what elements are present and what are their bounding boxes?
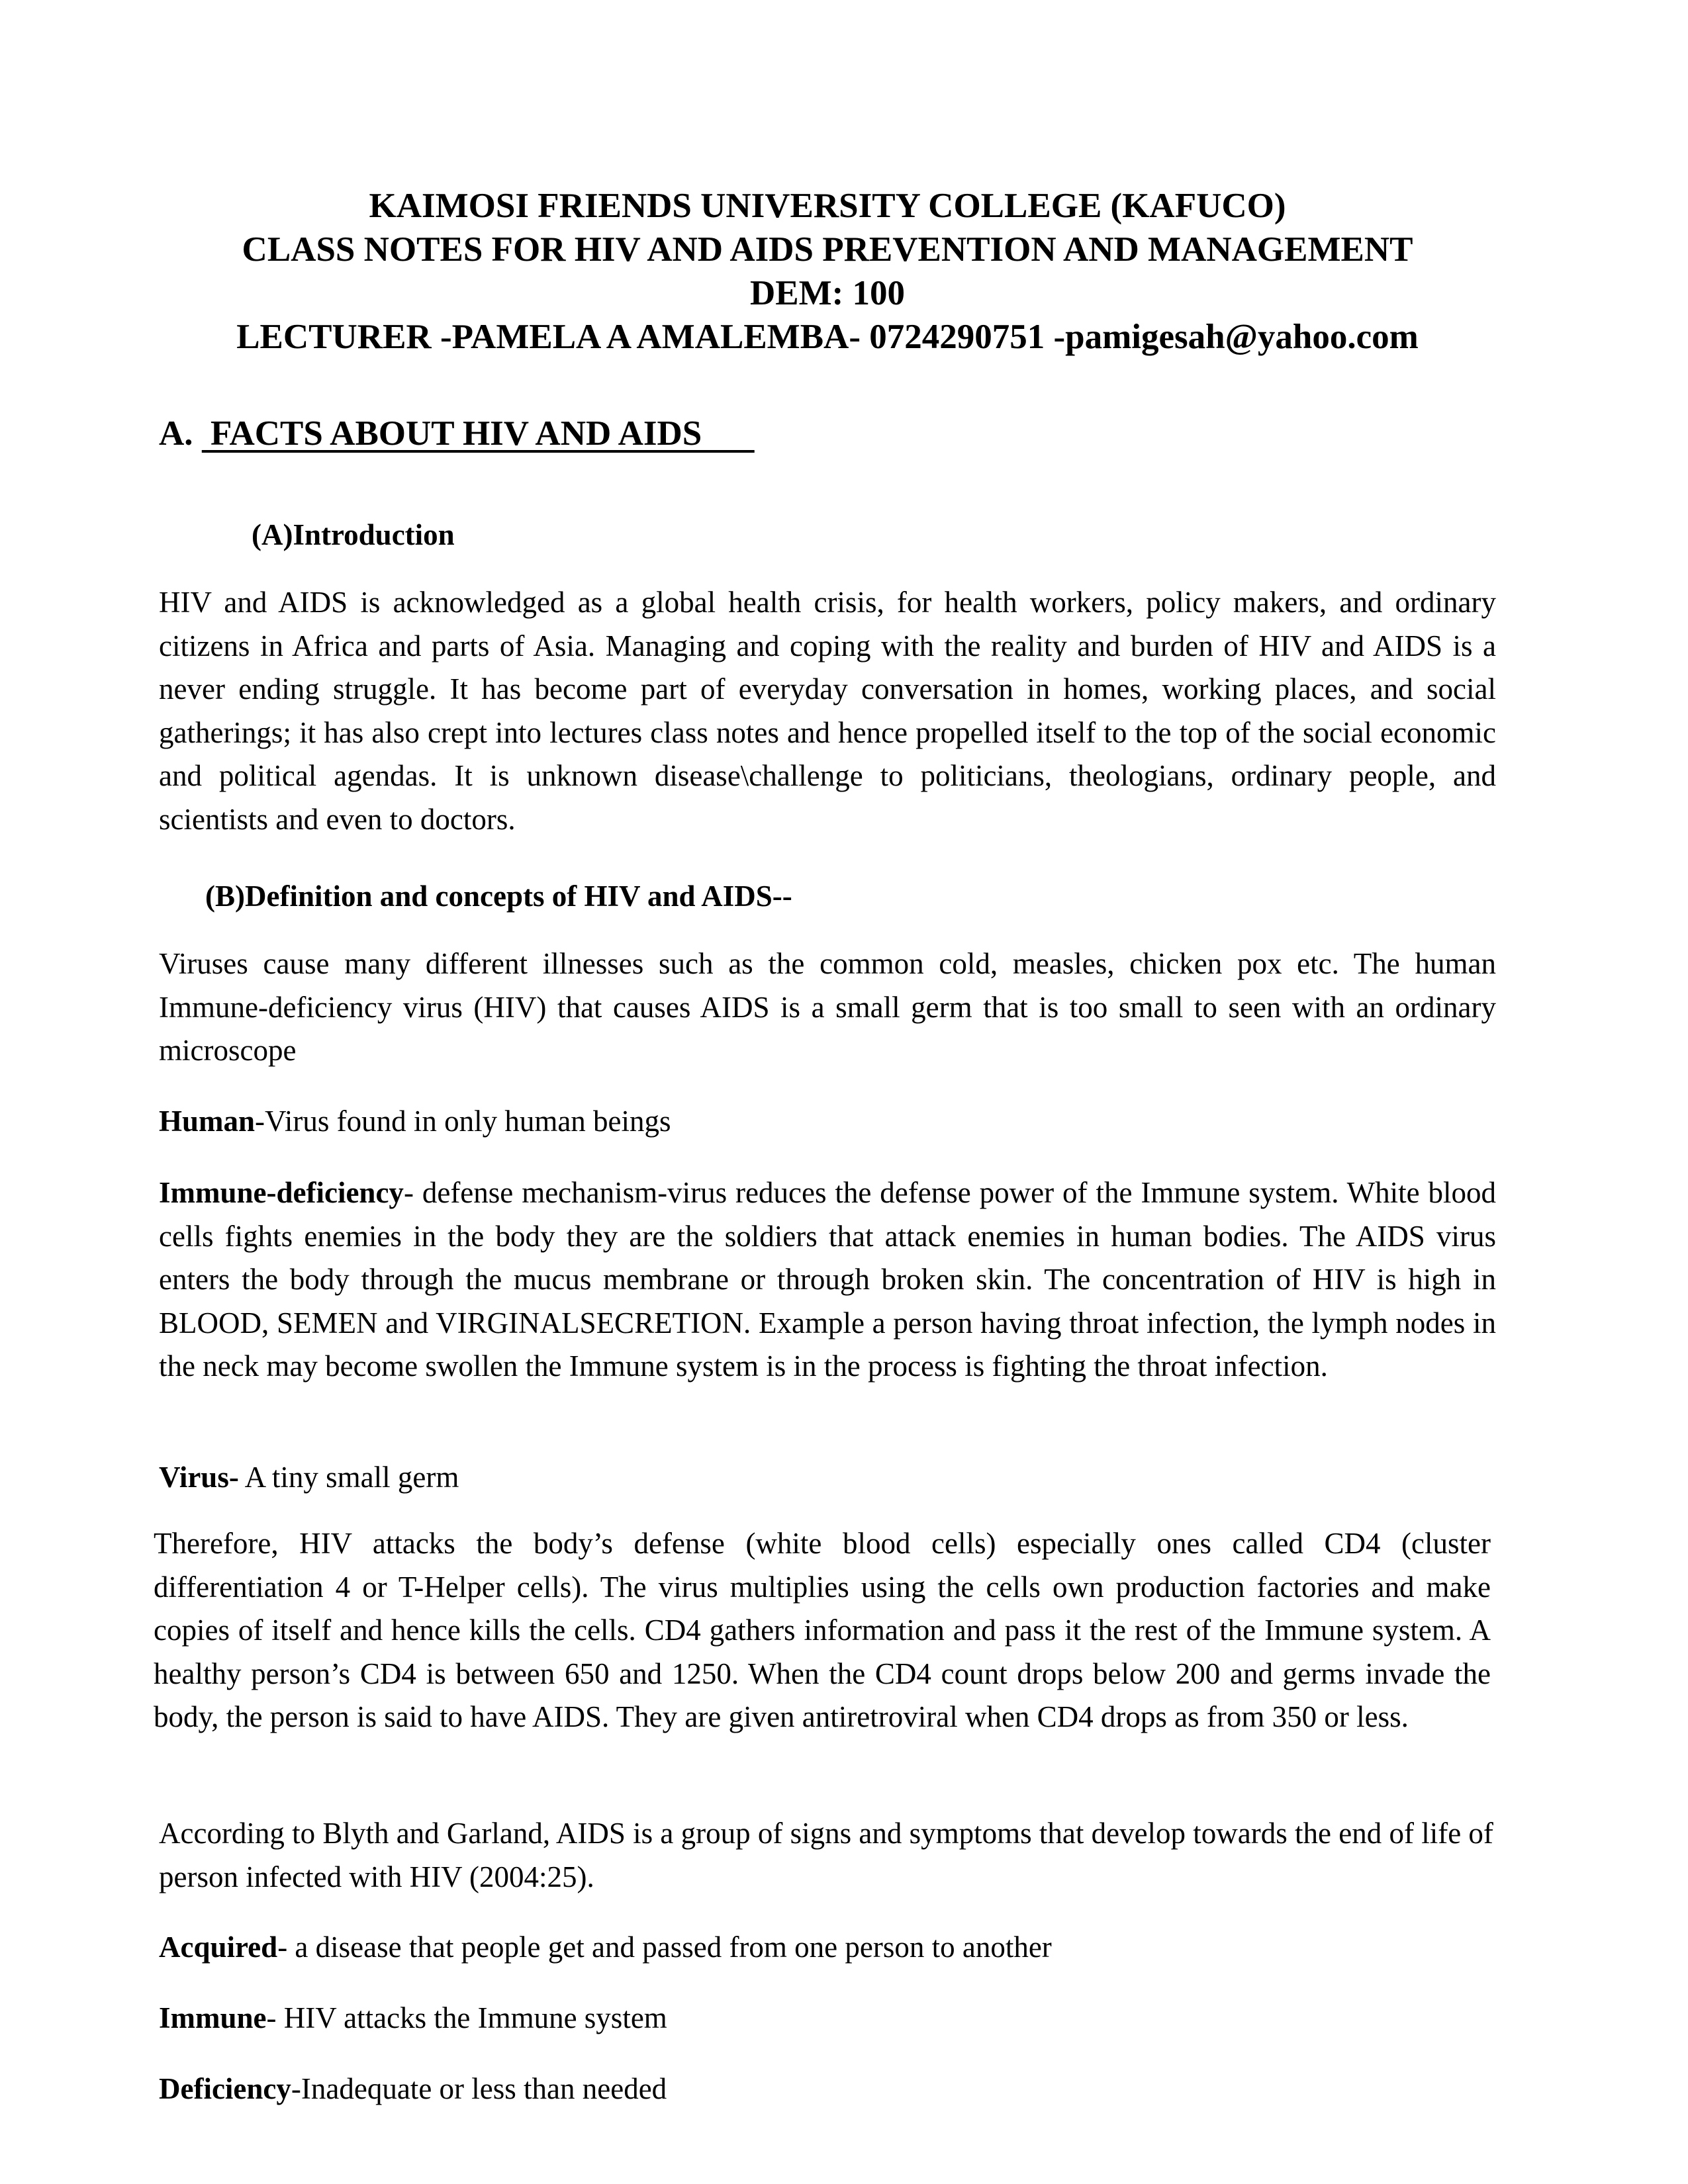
blyth-paragraph: According to Blyth and Garland, AIDS is a group of signs and symptoms that develop towards the end of life of person infected with HIV (2004:25). [159,1817,1493,1893]
term-human-label: Human [159,1105,256,1138]
term-immune-deficiency [159,1171,1496,1388]
term-immune [159,1999,667,2036]
lecturer-line: LECTURER -PAMELA A AMALEMBA- 0724290751 -pamigesah@yahoo.com [236,318,1419,356]
term-virus [159,1459,459,1496]
term-acquired [159,1929,1052,1966]
course-title: CLASS NOTES FOR HIV AND AIDS PREVENTION AND MANAGEMENT [242,230,1413,269]
term-deficiency [159,2070,667,2107]
term-virus-definition: A tiny small germ [238,1461,459,1494]
term-immune-deficiency-label: Immune-deficiency [159,1176,404,1209]
term-virus-label: Virus- [159,1461,239,1494]
term-immune-definition: - HIV attacks the Immune system [266,2001,667,2034]
intro-heading: (A)Introduction [252,518,455,551]
institution-title: KAIMOSI FRIENDS UNIVERSITY COLLEGE (KAFUCO) [369,187,1286,225]
definition-heading: (B)Definition and concepts of HIV and AIDS-- [205,880,792,913]
term-human-definition: -Virus found in only human beings [255,1105,671,1138]
section-prefix: A. [159,414,202,453]
document-header [159,184,1496,359]
term-acquired-definition: - a disease that people get and passed from one person to another [277,1931,1052,1964]
term-human [159,1103,671,1140]
cd4-paragraph: Therefore, HIV attacks the body’s defense (white blood cells) especially ones called CD4 (cluster differentiation 4 or T-Helper cells). The virus multiplies using the cells own production factories and make copies of itself and hence kills the cells. CD4 gathers information and pass it the rest of the Immune system. A healthy person’s CD4 is between 650 and 1250. When the CD4 count drops below 200 and germs invade the body, the person is said to have AIDS. They are given antiretroviral when CD4 drops as from 350 or less. [154,1527,1491,1733]
definition-paragraph: Viruses cause many different illnesses such as the common cold, measles, chicken pox etc. The human Immune-deficiency virus (HIV) that causes AIDS is a small germ that is too small to seen with an ordinary microscope [159,947,1496,1067]
term-deficiency-label: Deficiency [159,2072,291,2105]
course-code: DEM: 100 [749,274,906,312]
section-title-text: FACTS ABOUT HIV AND AIDS [201,414,755,453]
section-title [159,412,755,455]
intro-paragraph: HIV and AIDS is acknowledged as a global health crisis, for health workers, policy makers, and ordinary citizens in Africa and parts of Asia. Managing and coping with the reality and burden of HIV and AIDS is a never ending struggle. It has become part of everyday conversation in homes, working places, and social gatherings; it has also crept into lectures class notes and hence propelled itself to the top of the social economic and political agendas. It is unknown disease\challenge to politicians, theologians, ordinary people, and scientists and even to doctors. [159,586,1496,836]
term-acquired-label: Acquired [159,1931,278,1964]
term-immune-label: Immune [159,2001,267,2034]
term-immune-deficiency-definition: - defense mechanism-virus reduces the defense power of the Immune system. White blood cells fights enemies in the body they are the soldiers that attack enemies in human bodies. The AIDS virus enters the body through the mucus membrane or through broken skin. The concentration of HIV is high in BLOOD, SEMEN and VIRGINALSECRETION. Example a person having throat infection, the lymph nodes in the neck may become swollen the Immune system is in the process is fighting the throat infection. [159,1176,1496,1383]
term-deficiency-definition: -Inadequate or less than needed [291,2072,667,2105]
